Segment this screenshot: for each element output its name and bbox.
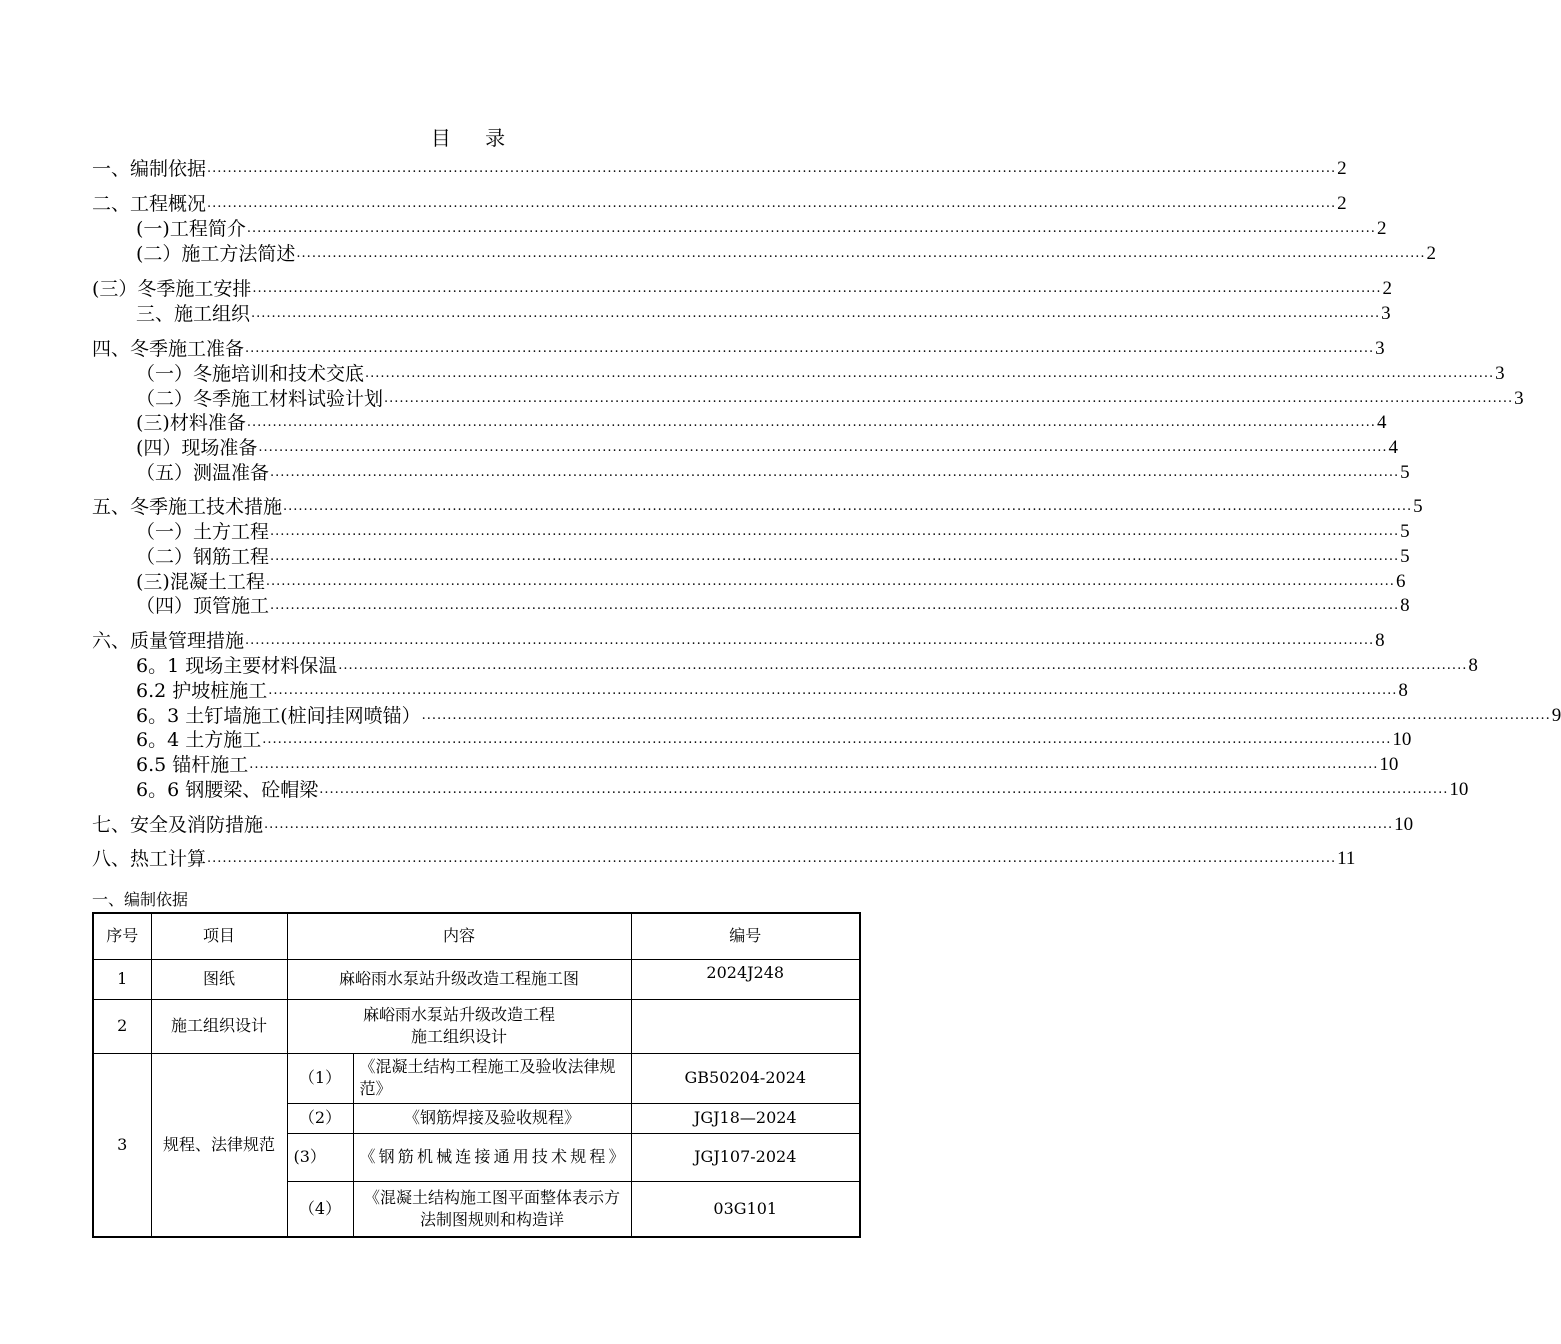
toc-leader-dots: ............................................................................................................................................................................................................................ [283, 499, 1413, 514]
content-line: 麻峪雨水泵站升级改造工程 [363, 1005, 556, 1024]
toc-entry[interactable] [136, 218, 1387, 240]
toc-entry-page: 3 [1375, 338, 1385, 359]
cell-sub-index: （2） [287, 1103, 353, 1133]
toc-entry[interactable] [136, 571, 1406, 593]
toc-entry-page: 5 [1400, 462, 1410, 483]
cell-sub-index: （4） [287, 1181, 353, 1237]
toc-entry-label: 七、安全及消防措施 [92, 814, 264, 836]
toc-leader-dots: ............................................................................................................................................................................................................................ [207, 161, 1337, 176]
toc-entry-page: 10 [1379, 754, 1399, 775]
toc-title: 目 录 [430, 126, 520, 150]
toc-entry-page: 4 [1376, 412, 1387, 433]
toc-entry-label: 六、质量管理措施 [92, 630, 245, 652]
toc-leader-dots: ............................................................................................................................................................................................................................ [245, 633, 1375, 648]
basis-table [92, 912, 861, 1238]
toc-entry-page: 2 [1337, 193, 1347, 214]
toc-entry[interactable] [136, 754, 1399, 776]
toc-entry[interactable] [136, 521, 1410, 543]
toc-entry-page: 10 [1394, 814, 1414, 835]
toc-leader-dots: ............................................................................................................................................................................................................................ [251, 306, 1381, 321]
toc-entry-page: 6 [1395, 571, 1406, 592]
toc-leader-dots: ............................................................................................................................................................................................................................ [207, 851, 1337, 866]
toc-entry-label: 一、编制依据 [92, 158, 207, 180]
toc-entry[interactable] [136, 363, 1505, 385]
toc-entry-label: 6.5 锚杆施工 [136, 754, 249, 776]
cell-code [631, 999, 860, 1053]
toc-entry-page: 4 [1388, 437, 1399, 458]
cell-sub-index: （1） [287, 1053, 353, 1103]
toc-leader-dots: ............................................................................................................................................................................................................................ [207, 196, 1337, 211]
toc-leader-dots: ............................................................................................................................................................................................................................ [270, 524, 1400, 539]
header-no: 序号 [93, 913, 151, 959]
toc-entry-page: 3 [1495, 363, 1505, 384]
toc-entry-page: 10 [1449, 779, 1469, 800]
toc-entry[interactable] [92, 848, 1356, 870]
toc-entry-label: （二）冬季施工材料试验计划 [136, 388, 384, 410]
toc-entry[interactable] [136, 388, 1524, 410]
toc-entry[interactable] [136, 729, 1412, 751]
toc-entry[interactable] [92, 630, 1385, 652]
toc-entry[interactable] [92, 814, 1414, 836]
toc-entry-label: (三)混凝土工程 [136, 571, 265, 593]
toc-leader-dots: ............................................................................................................................................................................................................................ [365, 366, 1495, 381]
section-heading: 一、编制依据 [92, 890, 189, 909]
toc-entry-page: 5 [1400, 521, 1410, 542]
toc-entry-label: 二、工程概况 [92, 193, 207, 215]
cell-sub-name: 《钢筋焊接及验收规程》 [353, 1103, 631, 1133]
cell-item: 施工组织设计 [151, 999, 287, 1053]
toc-entry-page: 8 [1468, 655, 1478, 676]
toc-leader-dots: ............................................................................................................................................................................................................................ [246, 221, 1376, 236]
toc-entry-page: 8 [1400, 595, 1410, 616]
toc-entry-page: 3 [1514, 388, 1524, 409]
toc-entry-label: 五、冬季施工技术措施 [92, 496, 283, 518]
toc-leader-dots: ............................................................................................................................................................................................................................ [338, 658, 1468, 673]
toc-entry[interactable] [92, 278, 1393, 300]
toc-entry-page: 11 [1337, 848, 1356, 869]
cell-code: 2024J248 [631, 959, 860, 999]
toc-entry-label: 6。1 现场主要材料保温 [136, 655, 338, 677]
cell-no: 1 [93, 959, 151, 999]
toc-leader-dots: ............................................................................................................................................................................................................................ [262, 732, 1392, 747]
toc-entry-page: 2 [1382, 278, 1393, 299]
cell-sub-name: 《混凝土结构施工图平面整体表示方法制图规则和构造详 [353, 1181, 631, 1237]
toc-entry[interactable] [92, 193, 1347, 215]
toc-leader-dots: ............................................................................................................................................................................................................................ [270, 549, 1400, 564]
toc-entry[interactable] [136, 303, 1391, 325]
cell-sub-name: 《混凝土结构工程施工及验收法律规范》 [353, 1053, 631, 1103]
cell-item-text: 规程、法律规范 [162, 1134, 275, 1154]
toc-leader-dots: ............................................................................................................................................................................................................................ [258, 440, 1388, 455]
toc-entry[interactable] [136, 437, 1399, 459]
cell-content: 麻峪雨水泵站升级改造工程施工图 [287, 959, 631, 999]
cell-sub-code: JGJ18—2024 [631, 1103, 860, 1133]
toc-entry[interactable] [136, 243, 1437, 265]
toc-leader-dots: ............................................................................................................................................................................................................................ [421, 708, 1551, 723]
toc-entry[interactable] [136, 680, 1408, 702]
toc-entry-label: 6。6 钢腰梁、砼帽梁 [136, 779, 319, 801]
toc-entry-page: 9 [1551, 705, 1561, 726]
toc-entry-label: 四、冬季施工准备 [92, 338, 245, 360]
toc-entry-page: 8 [1375, 630, 1385, 651]
toc-leader-dots: ............................................................................................................................................................................................................................ [384, 391, 1514, 406]
toc-entry-page: 8 [1398, 680, 1408, 701]
toc-entry[interactable] [136, 705, 1561, 727]
toc-entry[interactable] [136, 655, 1478, 677]
toc-leader-dots: ............................................................................................................................................................................................................................ [264, 817, 1394, 832]
toc-entry-label: 6。4 土方施工 [136, 729, 262, 751]
cell-no: 2 [93, 999, 151, 1053]
toc-entry-page: 5 [1413, 496, 1423, 517]
cell-sub-name: 《钢筋机械连接通用技术规程》 [353, 1133, 631, 1181]
toc-entry-label: 6。3 土钉墙施工(桩间挂网喷锚） [136, 705, 421, 727]
toc-leader-dots: ............................................................................................................................................................................................................................ [296, 246, 1426, 261]
toc-entry-label: （一）冬施培训和技术交底 [136, 363, 365, 385]
toc-entry-label: (四）现场准备 [136, 437, 258, 459]
toc-entry[interactable] [136, 462, 1410, 484]
toc-leader-dots: ............................................................................................................................................................................................................................ [249, 757, 1379, 772]
header-content: 内容 [287, 913, 631, 959]
cell-content [287, 999, 631, 1053]
cell-sub-code: JGJ107-2024 [631, 1133, 860, 1181]
toc-leader-dots: ............................................................................................................................................................................................................................ [252, 281, 1382, 296]
toc-entry[interactable] [92, 338, 1385, 360]
toc-entry-label: (三）冬季施工安排 [92, 278, 252, 300]
toc-leader-dots: ............................................................................................................................................................................................................................ [268, 683, 1398, 698]
toc-entry-label: （二）钢筋工程 [136, 546, 270, 568]
toc-entry[interactable] [136, 779, 1469, 801]
toc-entry-label: (二）施工方法简述 [136, 243, 296, 265]
toc-entry-page: 10 [1392, 729, 1412, 750]
toc-leader-dots: ............................................................................................................................................................................................................................ [246, 415, 1376, 430]
toc-entry[interactable] [92, 496, 1423, 518]
table-header-row [93, 913, 860, 959]
toc-entry-label: （五）测温准备 [136, 462, 270, 484]
toc-entry-page: 5 [1400, 546, 1410, 567]
toc-leader-dots: ............................................................................................................................................................................................................................ [265, 574, 1395, 589]
toc-leader-dots: ............................................................................................................................................................................................................................ [245, 341, 1375, 356]
header-item: 项目 [151, 913, 287, 959]
toc-entry-label: （四）顶管施工 [136, 595, 270, 617]
toc-leader-dots: ............................................................................................................................................................................................................................ [270, 598, 1400, 613]
toc-entry-label: 八、热工计算 [92, 848, 207, 870]
toc-entry-page: 2 [1426, 243, 1437, 264]
toc-entry-label: (一)工程简介 [136, 218, 246, 240]
toc-entry-page: 3 [1381, 303, 1391, 324]
toc-entry-page: 2 [1337, 158, 1347, 179]
toc-entry-page: 2 [1376, 218, 1387, 239]
toc-entry-label: （一）土方工程 [136, 521, 270, 543]
cell-sub-code: GB50204-2024 [631, 1053, 860, 1103]
cell-sub-code: 03G101 [631, 1181, 860, 1237]
toc-entry[interactable] [136, 595, 1410, 617]
table-row [93, 959, 860, 999]
toc-leader-dots: ............................................................................................................................................................................................................................ [270, 465, 1400, 480]
cell-item: 图纸 [151, 959, 287, 999]
toc-entry-label: (三)材料准备 [136, 412, 246, 434]
cell-item [151, 1053, 287, 1237]
header-code: 编号 [631, 913, 860, 959]
content-line: 施工组织设计 [411, 1027, 508, 1046]
toc-entry-label: 6.2 护坡桩施工 [136, 680, 268, 702]
table-row [93, 999, 860, 1053]
toc-leader-dots: ............................................................................................................................................................................................................................ [319, 782, 1449, 797]
toc-entry-label: 三、施工组织 [136, 303, 251, 325]
cell-no: 3 [93, 1053, 151, 1237]
toc-entry[interactable] [136, 412, 1387, 434]
toc-entry[interactable] [136, 546, 1410, 568]
toc-entry[interactable] [92, 158, 1347, 180]
cell-sub-index: (3） [287, 1133, 353, 1181]
table-row [93, 1053, 860, 1103]
